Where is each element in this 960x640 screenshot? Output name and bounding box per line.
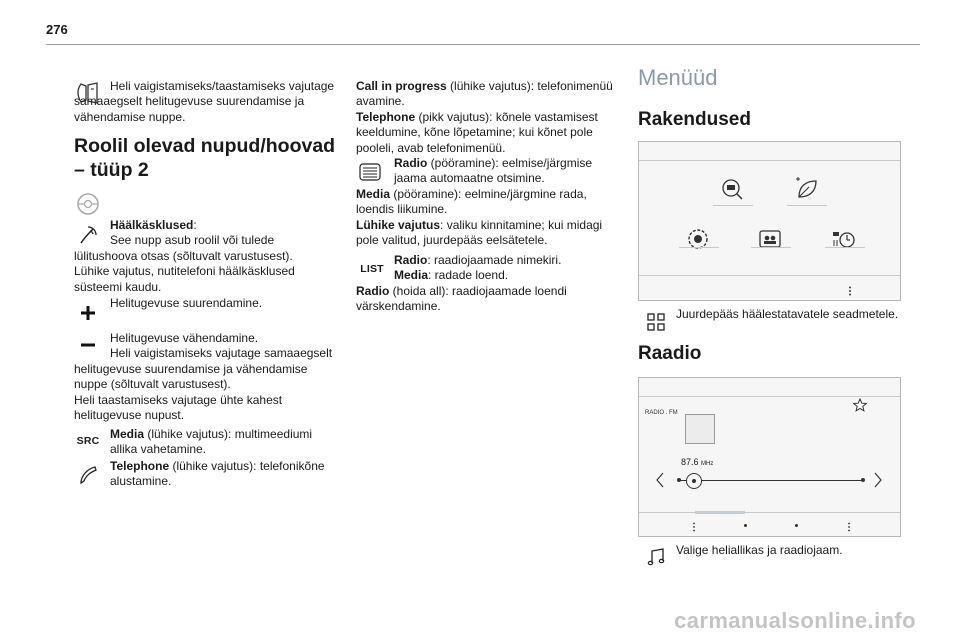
station-artwork [685,414,715,444]
radio-heading: Raadio [638,343,702,364]
voice-line-2: lülitushoova otsas (sõltuvalt varustusest). [74,248,293,263]
voice-line-3: Lühike vajutus, nutitelefoni häälkäsklused [74,264,295,279]
call-in-progress-text [356,79,624,156]
slider-start-dot [677,478,681,482]
radio-desc-1: (pööramine): eelmise/järgmise [427,156,593,170]
frequency-value: 87.6 [681,457,699,467]
radio-hold-desc-2: värskendamine. [356,299,441,314]
voice-line-1: See nupp asub roolil või tulede [110,233,275,248]
applications-caption: Juurdepääs häälestatavatele seadmetele. [676,307,899,321]
volume-down-line-5: Heli taastamiseks vajutage ühte kahest [74,392,283,407]
radio-term: Radio [394,156,428,170]
app-settings-icon[interactable] [685,226,711,252]
header-rule [46,44,920,45]
tel-long-desc-2: keeldumine, kõne lõpetamine; kui kõnet pole [356,125,593,140]
list-radio-term: Radio [394,253,428,267]
media-desc-2: allika vahetamine. [110,442,207,457]
heading-line-2: – tüüp 2 [74,159,149,181]
app-connect-icon[interactable] [719,176,745,202]
page-number: 276 [46,22,68,37]
radio-screen [638,377,901,537]
radio-dot-icon[interactable] [744,524,747,527]
list-radio-desc: : raadiojaamade nimekiri. [427,253,562,267]
radio-band-label: RADIO . FM [645,410,678,416]
frequency-slider-knob[interactable] [686,473,702,489]
short-press-desc-2: pole valitud, juurdepääs eelsätetele. [356,233,548,248]
short-press-term: Lühike vajutus [356,217,441,232]
media-rotate-desc-2: loendis liikumine. [356,202,448,217]
applications-screen [638,141,901,301]
telephone-desc-2: alustamine. [110,474,172,489]
list-button-text [356,253,624,315]
short-press-desc-1: : valiku kinnitamine; kui midagi [440,217,603,232]
apps-grid-icon [642,308,670,336]
list-media-desc: : radade loend. [428,268,509,283]
radio-media-rotate-text [356,156,624,248]
voice-commands-text [74,218,344,295]
slider-end-dot [861,478,865,482]
volume-down-line-2: Heli vaigistamiseks vajutage samaaegselt [110,346,333,361]
menus-title: Menüüd [638,65,718,90]
heading-line-1: Roolil olevad nupud/hoovad [74,135,336,157]
volume-down-line-4: nuppe (sõltuvalt varustusest). [74,377,231,392]
frequency-unit: MHz [701,461,714,467]
media-term: Media [110,427,145,441]
watermark: carmanualsonline.info [674,608,916,633]
radio-hold-term: Radio [356,283,390,298]
tel-long-term: Telephone [356,109,416,124]
radio-menu-icon[interactable] [692,521,696,531]
call-desc-1: (lühike vajutus): telefonimenüü [446,79,613,93]
telephone-short-press-text [110,459,344,490]
frequency-slider[interactable] [679,480,863,481]
voice-line-4: süsteemi kaudu. [74,279,162,294]
plus-icon [74,299,102,327]
media-rotate-desc-1: (pööramine): eelmine/järgmine rada, [390,186,587,201]
src-label-text: SRC [76,435,100,448]
telephone-term: Telephone [110,459,170,473]
next-station-icon[interactable] [873,472,883,488]
call-desc-2: avamine. [356,94,405,109]
phone-handset-icon [74,461,102,489]
frequency-readout [681,457,713,470]
tel-long-desc-1: (pikk vajutus): kõnele vastamisest [415,109,598,124]
app-leaf-icon[interactable] [794,176,820,202]
radio-desc-2: jaama automaatne otsimine. [394,171,545,186]
steering-wheel-icon [74,190,102,218]
radio-tab-indicator [695,511,745,514]
favorite-star-icon[interactable] [853,398,867,412]
radio-caption: Valige heliallikas ja raadiojaam. [676,543,843,557]
radio-dot-icon-2[interactable] [795,524,798,527]
volume-down-line-6: helitugevuse nupust. [74,408,185,423]
previous-station-icon[interactable] [655,472,665,488]
radio-hold-desc-1: (hoida all): raadiojaamade loendi [389,283,567,298]
src-button-label [74,428,102,456]
app-clock-icon[interactable] [831,226,857,252]
media-desc-1: (lühike vajutus): multimeediumi [144,427,313,441]
music-note-icon [642,543,670,571]
radio-more-menu-icon[interactable] [847,521,851,531]
voice-colon: : [193,218,197,232]
media-rotate-term: Media [356,186,391,201]
list-label-text: LIST [360,263,384,276]
list-media-term: Media [394,268,429,283]
app-more-menu-icon[interactable] [847,285,853,295]
app-contacts-icon[interactable] [757,226,783,252]
applications-heading: Rakendused [638,109,751,130]
mute-intro-text: Heli vaigistamiseks/taastamiseks vajutage samaaegselt helitugevuse suurendamise ja vähendamise nuppe. [74,79,335,124]
telephone-desc-1: (lühike vajutus): telefonikõne [169,459,325,473]
volume-down-line-3: helitugevuse suurendamise ja vähendamise [74,361,308,376]
tel-long-desc-3: pooleli, avab telefonimenüü. [356,140,506,155]
volume-down-text [74,331,344,423]
volume-up-text: Helitugevuse suurendamine. [110,296,263,310]
volume-down-line-1: Helitugevuse vähendamine. [110,331,259,345]
steering-controls-heading [74,134,344,182]
media-short-press-text [110,427,344,458]
voice-title: Häälkäsklused [110,218,194,232]
call-term: Call in progress [356,79,447,93]
